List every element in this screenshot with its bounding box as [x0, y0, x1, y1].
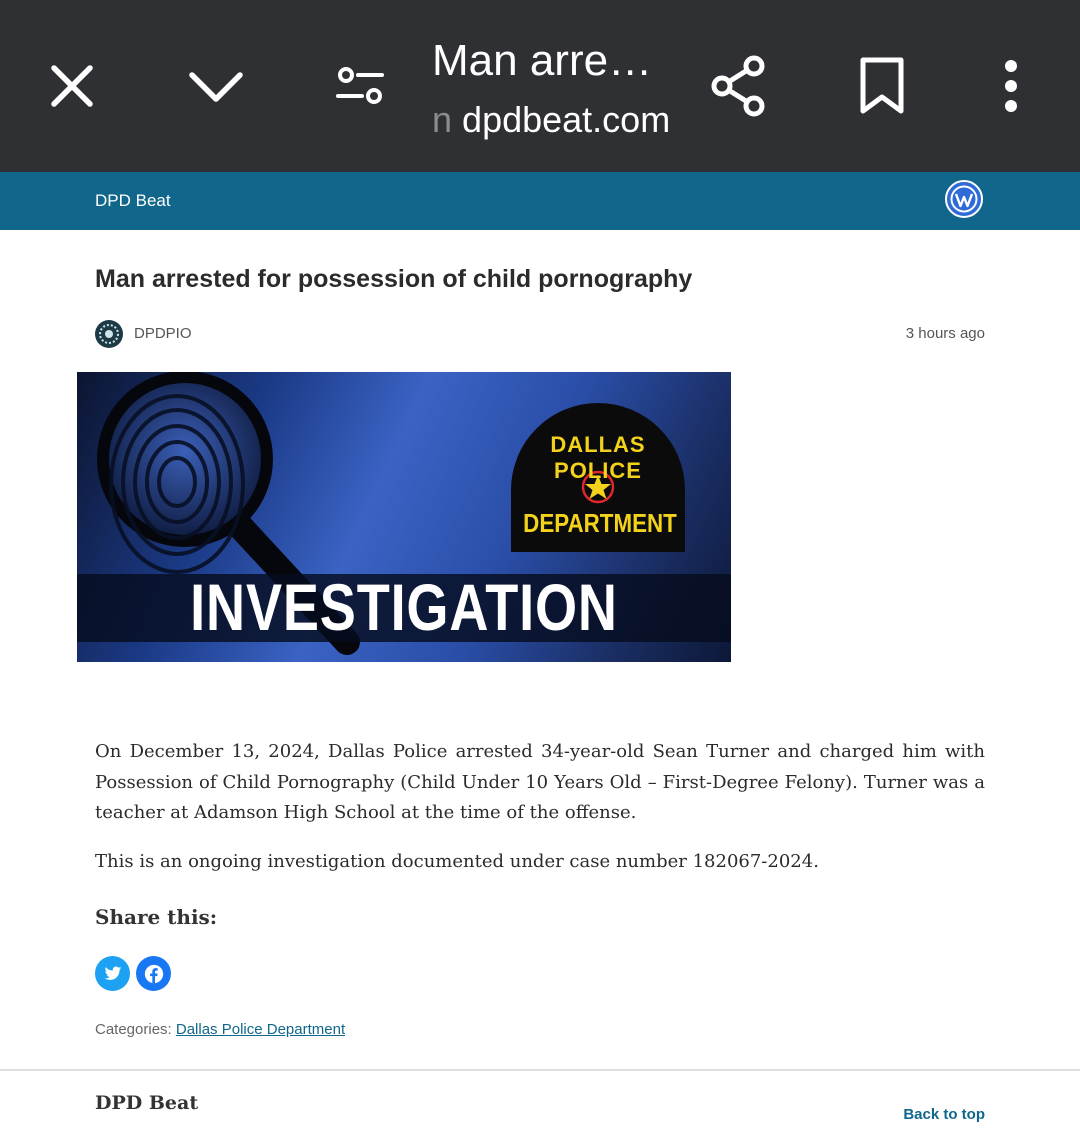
url-prefix: n — [432, 99, 453, 140]
wordpress-glyph — [949, 184, 979, 214]
wordpress-icon[interactable] — [945, 180, 983, 218]
chevron-down-icon — [188, 69, 244, 103]
browser-toolbar — [0, 0, 1080, 172]
minimize-button[interactable] — [178, 48, 254, 124]
more-options-button[interactable] — [973, 48, 1049, 124]
more-vert-icon — [1003, 60, 1019, 112]
category-link[interactable]: Dallas Police Department — [175, 1021, 346, 1038]
share-icon — [708, 54, 768, 118]
share-twitter-button[interactable] — [95, 956, 130, 991]
footer-divider — [0, 1069, 1080, 1071]
page-title[interactable]: Man arre… — [432, 36, 653, 85]
page-settings-button[interactable] — [322, 48, 398, 124]
site-name-link[interactable]: DPD Beat — [95, 191, 171, 210]
post-timestamp: 3 hours ago — [905, 325, 985, 342]
site-header — [0, 172, 1080, 230]
post-paragraph-2: This is an ongoing investigation documented under case number 182067-2024. — [95, 851, 819, 872]
url-bar[interactable] — [432, 98, 682, 142]
banner-text: INVESTIGATION — [190, 570, 618, 644]
close-icon — [50, 64, 94, 108]
page-settings-icon — [336, 66, 384, 106]
close-button[interactable] — [34, 48, 110, 124]
post-title: Man arrested for possession of child pornography — [95, 265, 693, 293]
bookmark-icon — [859, 57, 905, 115]
url-domain: dpdbeat.com — [462, 99, 671, 140]
share-heading: Share this: — [95, 905, 218, 929]
footer-site-name[interactable]: DPD Beat — [95, 1092, 199, 1114]
twitter-icon — [104, 966, 122, 982]
post-paragraph-1: On December 13, 2024, Dallas Police arrested 34-year-old Sean Turner and charged him with Possession of Child Pornography (Child Under 10 Years Old – First-Degree Felony). Turner was a teacher at Adamson High School at the time of the offense. — [95, 741, 985, 823]
back-to-top-link[interactable]: Back to top — [903, 1106, 985, 1123]
post-meta — [95, 320, 985, 350]
author-badge-icon — [95, 320, 123, 348]
bookmark-button[interactable] — [844, 48, 920, 124]
avatar[interactable] — [95, 320, 123, 348]
share-facebook-button[interactable] — [136, 956, 171, 991]
badge-top-text: DALLAS POLICE — [550, 432, 646, 483]
author-name[interactable]: DPDPIO — [134, 325, 192, 342]
featured-image — [77, 372, 731, 662]
facebook-icon — [144, 964, 164, 984]
post-categories — [95, 1021, 345, 1038]
share-button[interactable] — [700, 48, 776, 124]
categories-label: Categories: — [95, 1021, 176, 1038]
badge-bottom-text: DEPARTMENT — [523, 508, 677, 538]
